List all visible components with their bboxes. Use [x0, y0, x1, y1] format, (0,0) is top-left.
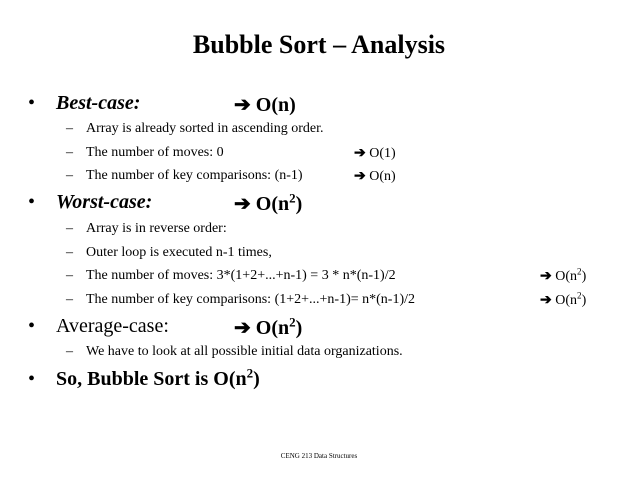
- average-case-result: $O(n^2)$: [255, 314, 303, 339]
- average-case-result-group: [234, 315, 302, 340]
- worst-item-result: $O(n^2)$: [555, 290, 587, 308]
- average-item-text: We have to look at all possible initial data organizations.: [86, 344, 403, 359]
- arrow-icon: ➔: [540, 293, 552, 308]
- conclusion-text: So, Bubble Sort is $O(n^2)$: [56, 365, 260, 390]
- worst-item-text: Outer loop is executed n-1 times,: [86, 245, 272, 260]
- bullet-marker: •: [28, 315, 36, 337]
- slide-footer: CENG 213 Data Structures: [280, 452, 358, 460]
- best-case-result: O(n): [255, 94, 296, 116]
- arrow-icon: ➔: [234, 193, 251, 215]
- worst-item-text: Array is in reverse order:: [86, 221, 227, 236]
- worst-item-result-group: [540, 292, 586, 309]
- arrow-icon: ➔: [540, 269, 552, 284]
- arrow-icon: ➔: [234, 317, 251, 339]
- arrow-icon: ➔: [354, 146, 366, 161]
- bullet-marker: •: [28, 191, 36, 213]
- best-item-text: The number of key comparisons: (n-1): [86, 168, 303, 183]
- dash-marker: –: [66, 268, 73, 283]
- slide-title: Bubble Sort – Analysis: [192, 30, 446, 59]
- bullet-marker: •: [28, 368, 36, 390]
- dash-marker: –: [66, 344, 73, 359]
- average-case-label: Average-case:: [56, 315, 169, 337]
- worst-case-result-group: [234, 191, 302, 216]
- worst-item-text: The number of key comparisons: (1+2+...+n-1)= n*(n-1)/2: [86, 292, 416, 307]
- best-item-result: O(1): [369, 146, 396, 161]
- best-item-text: Array is already sorted in ascending order.: [86, 121, 324, 136]
- arrow-icon: ➔: [354, 169, 366, 184]
- dash-marker: –: [66, 145, 73, 160]
- best-item-text: The number of moves: 0: [86, 145, 224, 160]
- worst-item-result: $O(n^2)$: [555, 266, 587, 284]
- dash-marker: –: [66, 245, 73, 260]
- best-item-result-group: [354, 145, 396, 162]
- worst-case-result: $O(n^2)$: [255, 190, 303, 215]
- worst-case-label: Worst-case:: [56, 191, 153, 213]
- dash-marker: –: [66, 168, 73, 183]
- dash-marker: –: [66, 292, 73, 307]
- arrow-icon: ➔: [234, 94, 251, 116]
- best-item-result: O(n): [369, 169, 396, 184]
- worst-item-result-group: [540, 268, 586, 285]
- best-item-result-group: [354, 168, 396, 185]
- best-case-result-group: [234, 92, 296, 117]
- worst-item-text: The number of moves: 3*(1+2+...+n-1) = 3 * n*(n-1)/2: [86, 268, 396, 283]
- dash-marker: –: [66, 221, 73, 236]
- bullet-marker: •: [28, 92, 36, 114]
- dash-marker: –: [66, 121, 73, 136]
- best-case-label: Best-case:: [56, 92, 141, 114]
